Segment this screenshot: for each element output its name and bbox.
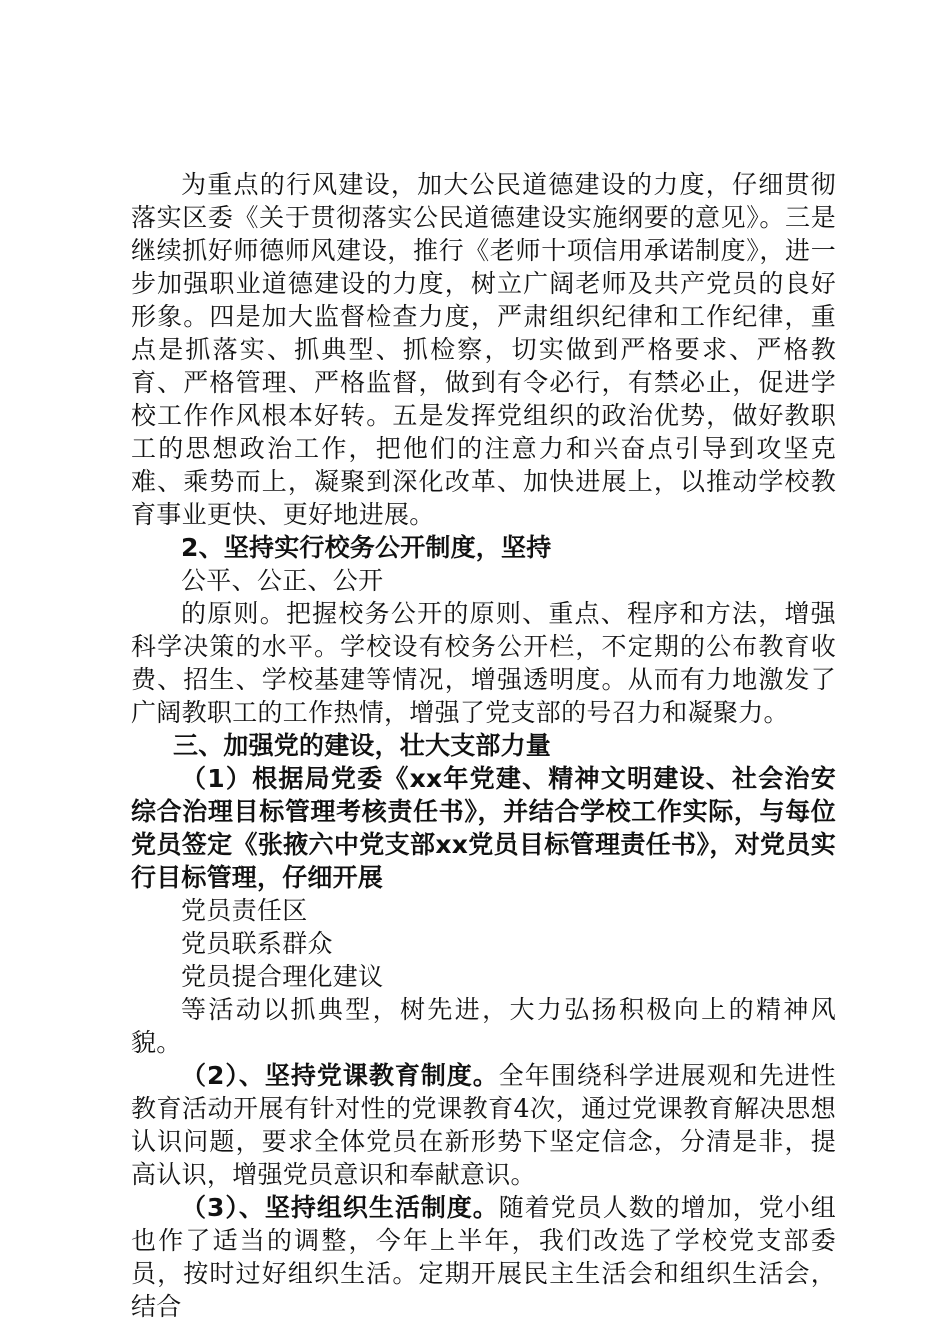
item-2-heading: 2、坚持实行校务公开制度，坚持 bbox=[181, 533, 552, 562]
subsection-1-list-item: 党员提合理化建议 bbox=[181, 962, 384, 991]
section-3-heading: 三、加强党的建设，壮大支部力量 bbox=[173, 731, 552, 760]
paragraph-moral-construction: 为重点的行风建设，加大公民道德建设的力度，仔细贯彻落实区委《关于贯彻落实公民道德建设实施纲要的意见》。三是继续抓好师德师风建设，推行《老师十项信用承诺制度》，进一步加强职业道德建设的力度，树立广阔老师及共产党员的良好形象。四是加大监督检查力度，严肃组织纪律和工作纪律，重点是抓落实、抓典型、抓检察，切实做到严格要求、严格教育、严格管理、严格监督，做到有令必行，有禁必止，促进学校工作作风根本好转。五是发挥党组织的政治优势，做好教职工的思想政治工作，把他们的注意力和兴奋点引导到攻坚克难、乘势而上，凝聚到深化改革、加快进展上，以推动学校教育事业更快、更好地进展。 bbox=[131, 170, 836, 529]
subsection-2-lead: （2）、坚持党课教育制度。 bbox=[181, 1061, 499, 1090]
document-page bbox=[131, 168, 836, 1323]
item-2-body: 的原则。把握校务公开的原则、重点、程序和方法，增强科学决策的水平。学校设有校务公开栏，不定期的公布教育收费、招生、学校基建等情况，增强透明度。从而有力地激发了广阔教职工的工作热情，增强了党支部的号召力和凝聚力。 bbox=[131, 599, 836, 727]
subsection-3-paragraph bbox=[131, 1191, 836, 1323]
subsection-3-body: 随着党员人数的增加，党小组也作了适当的调整，今年上半年，我们改选了学校党支部委员，按时过好组织生活。定期开展民主生活会和组织生活会，结合 bbox=[131, 1193, 837, 1321]
subsection-1-tail: 等活动以抓典型，树先进，大力弘扬积极向上的精神风貌。 bbox=[131, 995, 836, 1057]
subsection-1-heading: （1）根据局党委《xx年党建、精神文明建设、社会治安综合治理目标管理考核责任书》，并结合学校工作实际，与每位党员签定《张掖六中党支部xx党员目标管理责任书》，对党员实行目标管理，仔细开展 bbox=[131, 764, 836, 892]
subsection-3-lead: （3）、坚持组织生活制度。 bbox=[181, 1193, 499, 1222]
item-2-principles: 公平、公正、公开 bbox=[181, 566, 384, 595]
subsection-1-list-item: 党员联系群众 bbox=[181, 929, 333, 958]
subsection-1-list-item: 党员责任区 bbox=[181, 896, 308, 925]
subsection-2-paragraph bbox=[131, 1059, 836, 1191]
subsection-2-body: 全年围绕科学进展观和先进性教育活动开展有针对性的党课教育4次，通过党课教育解决思想认识问题，要求全体党员在新形势下坚定信念，分清是非，提高认识，增强党员意识和奉献意识。 bbox=[131, 1061, 837, 1189]
